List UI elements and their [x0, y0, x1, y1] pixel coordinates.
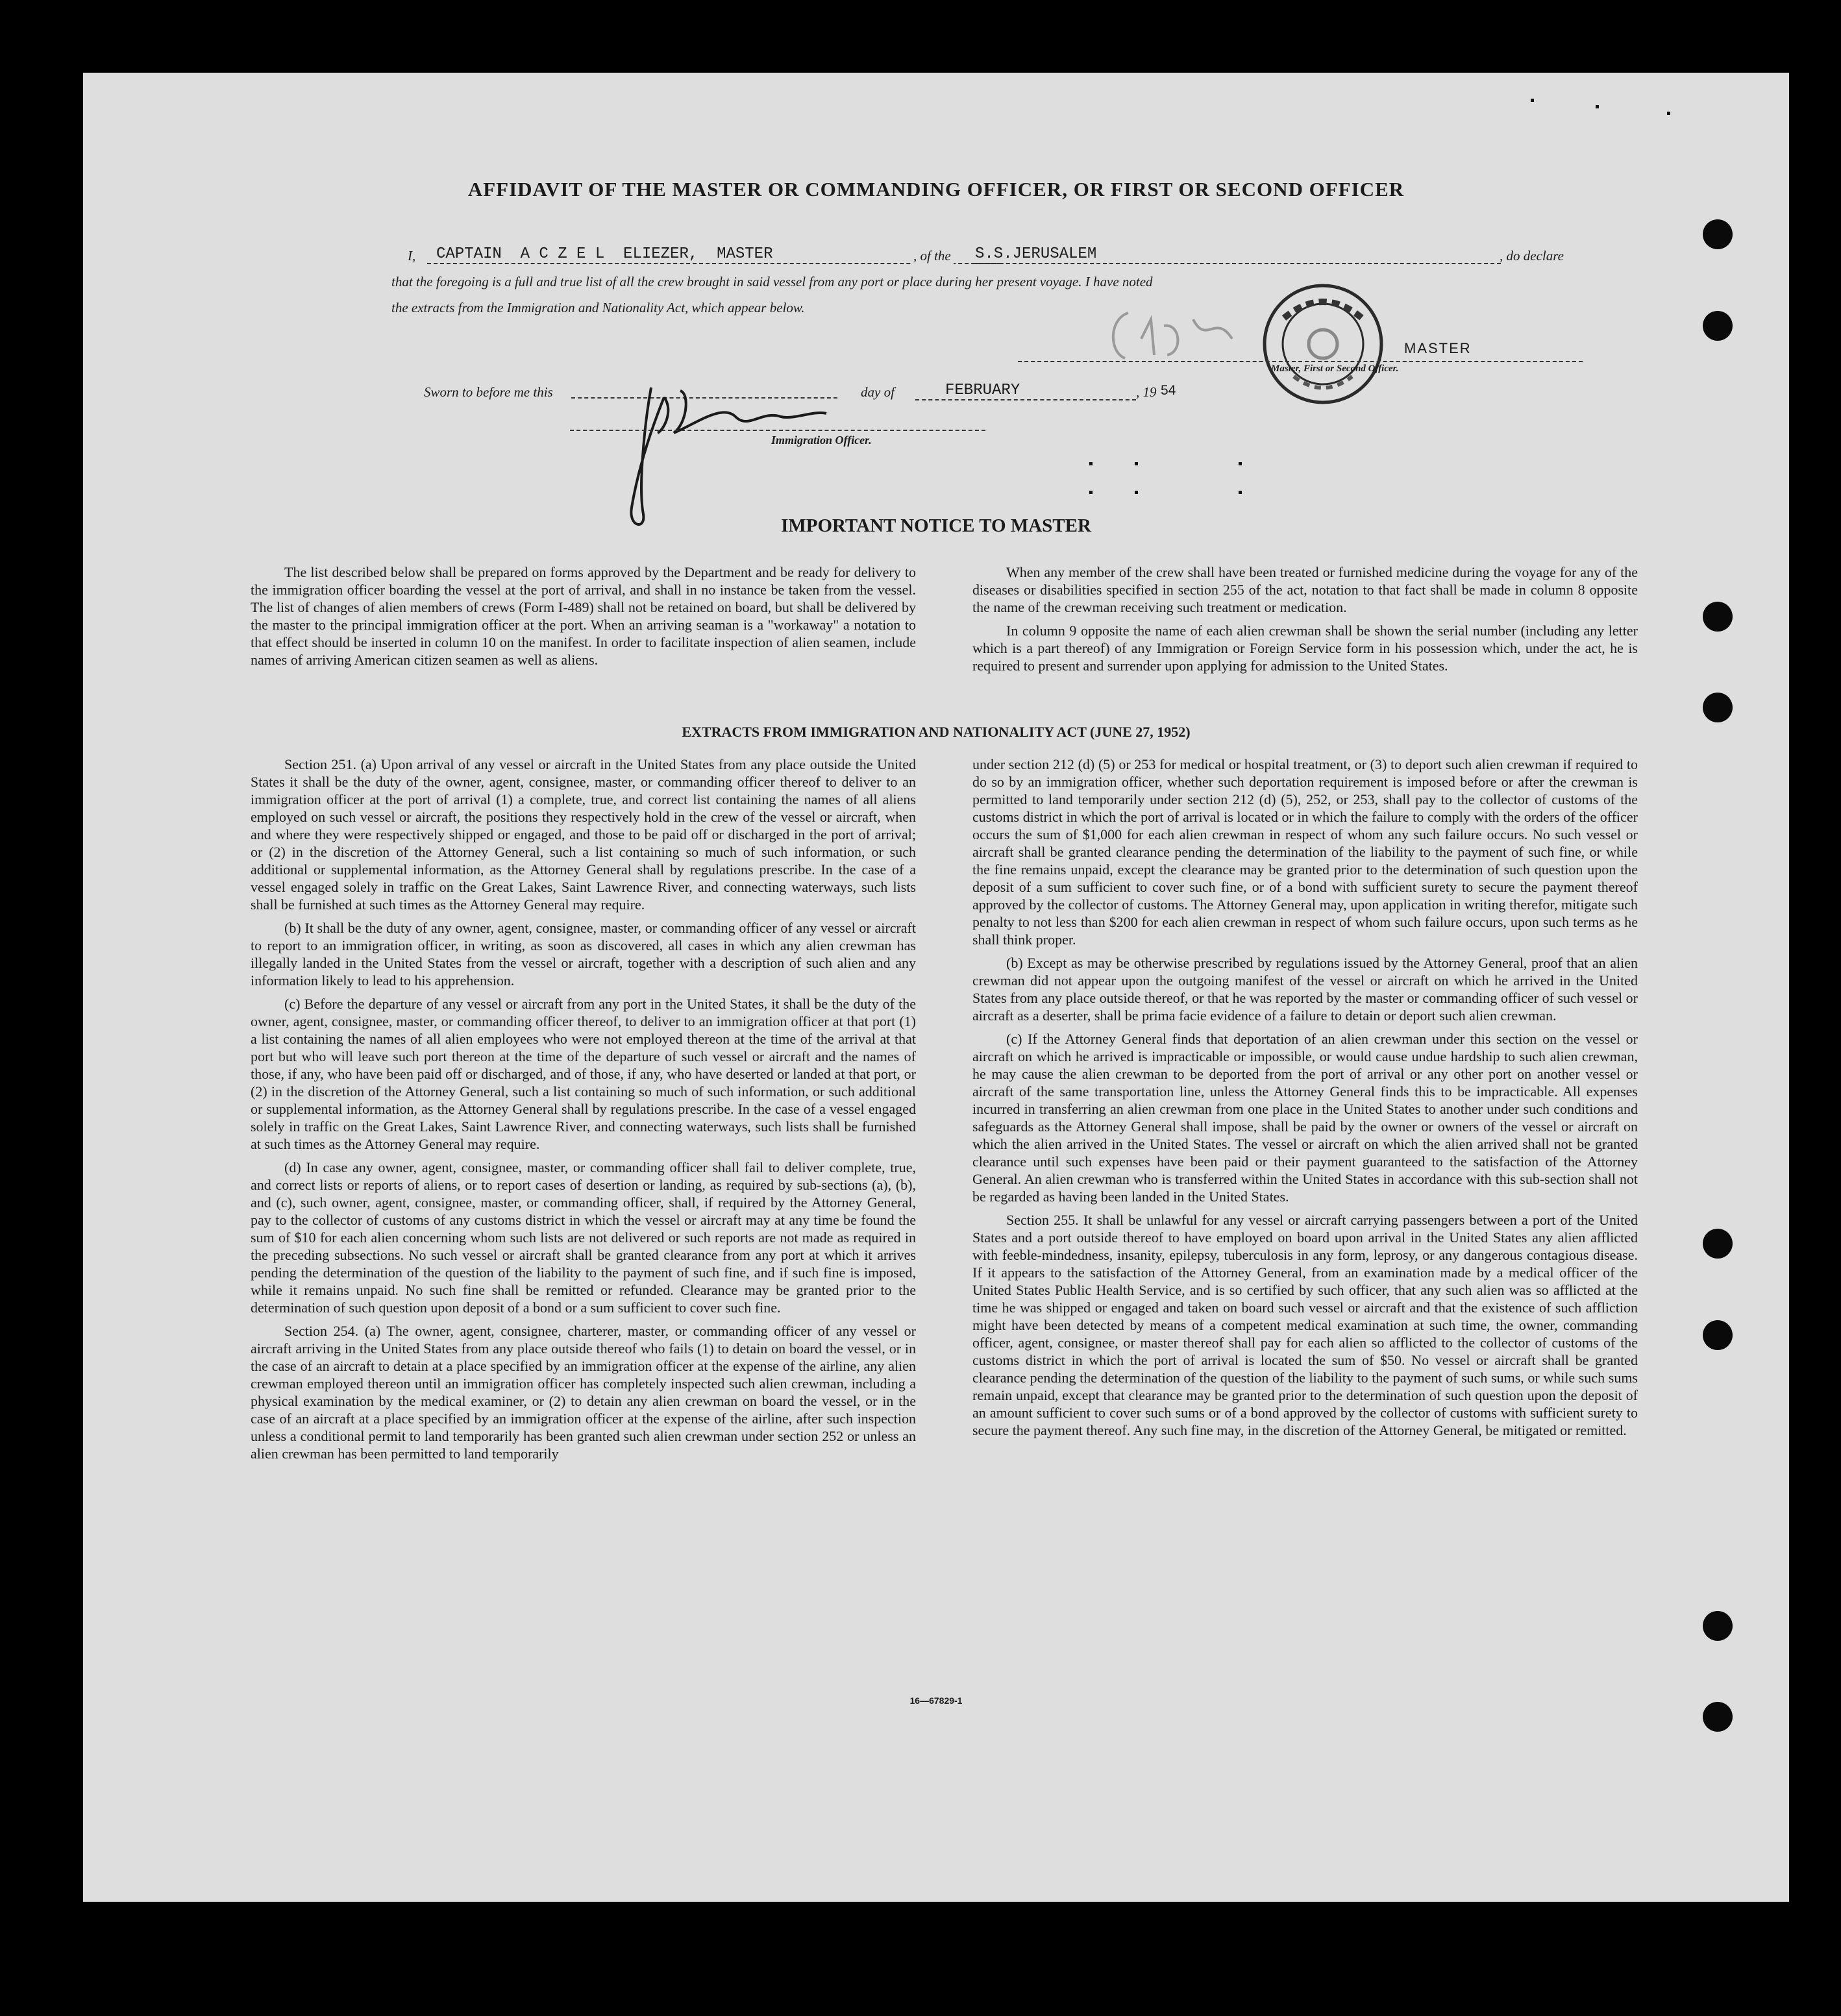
officer-caption: Immigration Officer.	[771, 434, 872, 447]
sworn-label: Sworn to before me this	[424, 384, 553, 400]
immigration-officer-signature	[567, 371, 839, 540]
punch-hole	[1703, 311, 1733, 341]
affidavit-title: AFFIDAVIT OF THE MASTER OR COMMANDING OFFICER, OR FIRST OR SECOND OFFICER	[467, 178, 1405, 201]
master-caption: Master, First or Second Officer.	[1271, 363, 1399, 374]
section-251-d: (d) In case any owner, agent, consignee, master, or commanding officer shall fail to deliver complete, true, and correct lists or reports of aliens, or to report cases of desertion or landing, as required by sub-sections (a), (b), and (c), such owner, agent, consignee, master, or commanding officer, shall, if required by the Attorney General, pay to the collector of customs of any customs district in which the vessel or aircraft may at any time be found the sum of $10 for each alien concerning whom such lists are not delivered or such reports are not made as required in the preceding subsections. No such vessel or aircraft shall be granted clearance from any port at which it arrives pending the determination of the question of the liability to the payment of such fine, and if such fine is imposed, while it remains unpaid. No such fine shall be remitted or refunded. Clearance may be granted prior to the determination of such question upon deposit of a bond or a sum sufficient to cover such fine.	[251, 1159, 916, 1316]
section-251-a: Section 251. (a) Upon arrival of any vessel or aircraft in the United States from any place outside the United States it shall be the duty of the owner, agent, consignee, master, or commanding officer thereof to deliver to an immigration officer at the port of arrival (1) a complete, true, and correct list containing the names of all aliens employed on such vessel or aircraft, the positions they respectively hold in the crew of the vessel or aircraft, when and where they were respectively shipped or engaged, and those to be paid off or discharged in the port of arrival; or (2) in the discretion of the Attorney General, such a list containing so much of such information, or such additional or supplemental information, as the Attorney General shall by regulations prescribe. In the case of a vessel engaged solely in traffic on the Great Lakes, Saint Lawrence River, and connecting waterways, such lists shall be furnished at such times as the Attorney General may require.	[251, 756, 916, 913]
notice-left-column	[251, 563, 916, 674]
month-field: FEBRUARY	[915, 382, 1136, 400]
notice-title: IMPORTANT NOTICE TO MASTER	[781, 515, 1091, 536]
punch-hole	[1703, 219, 1733, 249]
notice-right-column	[972, 563, 1638, 680]
punch-hole	[1703, 602, 1733, 632]
vessel-field: S.S.JERUSALEM	[974, 245, 1501, 264]
notice-left-paragraph: The list described below shall be prepared on forms approved by the Department and be ready for delivery to the immigration officer boarding the vessel at the port of arrival, and shall in no instance be taken from the vessel. The list of changes of alien members of crews (Form I-489) shall not be retained on board, but shall be delivered by the master to the principal immigration officer at the port. When an arriving seaman is a "workaway" a notation to that effect should be inserted in column 10 on the manifest. In order to facilitate inspection of alien seamen, include names of arriving American citizen seamen as well as aliens.	[251, 564, 916, 668]
declaration-line-3: the extracts from the Immigration and Nationality Act, which appear below.	[391, 300, 805, 315]
section-255: Section 255. It shall be unlawful for any vessel or aircraft carrying passengers between a port of the United States and a port outside thereof to have employed on board upon arrival in the United States any alien afflicted with feeble-mindedness, insanity, epilepsy, tuberculosis in any form, leprosy, or any dangerous contagious disease. If it appears to the satisfaction of the Attorney General, from an examination made by a medical officer of the United States Public Health Service, and is so certified by such officer, that any such alien was so afflicted at the time he was shipped or engaged and taken on board such vessel or aircraft and that the existence of such affliction might have been detected by means of a competent medical examination at such time, the owner, commanding officer, agent, consignee, or master thereof shall pay for each alien so afflicted to the collector of customs of the customs district in which the port of arrival is located the sum of $50. No vessel or aircraft shall be granted clearance pending the determination of the question of the liability to the payment of such sums, or while such sums remain unpaid, except that clearance may be granted prior to the determination of such question upon the deposit of an amount sufficient to cover such sums or of a bond approved by the collector of customs with sufficient surety to secure the payment thereof. Any such fine may, in the discretion of the Attorney General, be mitigated or remitted.	[972, 1212, 1638, 1438]
punch-hole	[1703, 693, 1733, 722]
document-sheet	[83, 73, 1789, 1902]
notice-right-paragraph-1: When any member of the crew shall have been treated or furnished medicine during the voyage for any of the diseases or disabilities specified in section 255 of the act, notation to that fact shall be made in column 8 opposite the name of the crewman receiving such treatment or medication.	[972, 564, 1638, 615]
punch-hole	[1703, 1611, 1733, 1641]
year-handwritten: 54	[1161, 383, 1176, 398]
officer-signature-line	[570, 430, 985, 431]
section-254-c: (c) If the Attorney General finds that deportation of an alien crewman under this section on the vessel or aircraft on which he arrived is impracticable or impossible, or would cause undue hardship to such alien crewman, he may cause the alien crewman to be deported from the port of arrival or any other port on another vessel or aircraft of the same transportation line, unless the Attorney General finds this to be impracticable. All expenses incurred in transferring an alien crewman from one place in the United States to another under such conditions and safeguards as the Attorney General shall impose, shall be paid by the owner or owners of the vessel or aircraft on which the alien arrived in the United States. The vessel or aircraft on which the alien arrived shall not be granted clearance until such expenses have been paid or their payment guaranteed to the satisfaction of the Attorney General. An alien crewman who is transferred within the United States in accordance with this sub-section shall not be regarded as having been landed in the United States.	[972, 1031, 1638, 1205]
of-the-label: , of the	[911, 248, 954, 264]
section-251-b: (b) It shall be the duty of any owner, agent, consignee, master, or commanding officer of any vessel or aircraft to report to an immigration officer, in writing, as soon as discovered, all cases in which any alien crewman has illegally landed in the United States from the vessel or aircraft, together with a description of such alien and any information likely to lead to his apprehension.	[251, 920, 916, 989]
extracts-left-column	[251, 756, 916, 1468]
ship-seal-stamp	[1258, 279, 1388, 409]
master-signature-line	[1018, 361, 1583, 362]
do-declare-label: , do declare	[1500, 248, 1564, 264]
section-254-b: (b) Except as may be otherwise prescribed by regulations issued by the Attorney General, proof that an alien crewman did not appear upon the outgoing manifest of the vessel or aircraft on which he arrived in the United States from any place outside thereof, or that he was reported by the master or commanding officer of such vessel or aircraft as a deserter, shall be prima facie evidence of a failure to detain or deport such alien crewman.	[972, 955, 1638, 1024]
declaration-line-2: that the foregoing is a full and true list of all the crew brought in said vessel from any port or place during her present voyage. I have noted	[391, 274, 1153, 289]
section-254-a-continued: under section 212 (d) (5) or 253 for medical or hospital treatment, or (3) to deport such alien crewman if required to do so by an immigration officer, whether such deportation requirement is imposed before or after the crewman is permitted to land temporarily under section 212 (d) (5), 252, or 253, shall pay to the collector of customs of the customs district in which the port of arrival is located or in which the failure to comply with the orders of the officer occurs the sum of $1,000 for each alien crewman in respect of whom any such failure occurs. No such vessel or aircraft shall be granted clearance pending the determination of the liability to the payment of such fine, or while the fine remains unpaid, except the clearance may be granted prior to the determination of such question upon the deposit of a sum sufficient to cover such fine, or of a bond with sufficient surety to secure the payment thereof approved by the collector of customs. The Attorney General may, upon application in writing therefor, mitigate such penalty to not less than $200 for each alien crewman in respect of whom such failure occurs, upon such terms as he shall think proper.	[972, 756, 1638, 948]
year-prefix: , 19	[1136, 384, 1157, 400]
section-254-a: Section 254. (a) The owner, agent, consignee, charterer, master, or commanding officer of any vessel or aircraft arriving in the United States from any place outside thereof who fails (1) to detain on board the vessel, or in the case of an aircraft to detain at a place specified by an immigration officer at the expense of the airline, any alien crewman employed thereon until an immigration officer has completely inspected such alien crewman, including a physical examination by the medical examiner, or (2) to detain any alien crewman on board the vessel, or in the case of an aircraft at a place specified by an immigration officer at the expense of the airline, after such inspection unless a conditional permit to land temporarily has been granted such alien crewman under section 252 or unless an alien crewman has been permitted to land temporarily	[251, 1323, 916, 1462]
punch-hole	[1703, 1320, 1733, 1350]
declarant-field: CAPTAIN A C Z E L ELIEZER, MASTER	[427, 245, 1001, 264]
form-code: 16—67829-1	[909, 1695, 963, 1706]
punch-hole	[1703, 1229, 1733, 1259]
section-251-c: (c) Before the departure of any vessel or aircraft from any port in the United States, it shall be the duty of the owner, agent, consignee, master, or commanding officer thereof, to deliver to an immigration officer at that port (1) a list containing the names of all alien employees who were not employed thereon at the time of the arrival at that port but who will leave such port thereon at the time of the departure of such vessel or aircraft and the names of those, if any, who have been paid off or discharged, and of those, if any, who have deserted or landed at that port, or (2) in the discretion of the Attorney General, such a list containing so much of such information, or such additional or supplemental information, as the Attorney General shall by regulations prescribe. In the case of a vessel engaged solely in traffic on the Great Lakes, Saint Lawrence River, and connecting waterways, such lists shall be furnished at such times as the Attorney General may require.	[251, 996, 916, 1152]
extracts-title: EXTRACTS FROM IMMIGRATION AND NATIONALITY ACT (JUNE 27, 1952)	[682, 724, 1191, 740]
i-prefix: I,	[408, 248, 416, 264]
punch-hole	[1703, 1702, 1733, 1732]
extracts-right-column	[972, 756, 1638, 1445]
notice-right-paragraph-2: In column 9 opposite the name of each alien crewman shall be shown the serial number (including any letter which is a part thereof) of any Immigration or Foreign Service form in his possession which, under the act, he is required to present and surrender upon applying for admission to the United States.	[972, 622, 1638, 674]
master-stamp-text: MASTER	[1404, 340, 1472, 356]
day-of-label: day of	[861, 384, 895, 400]
